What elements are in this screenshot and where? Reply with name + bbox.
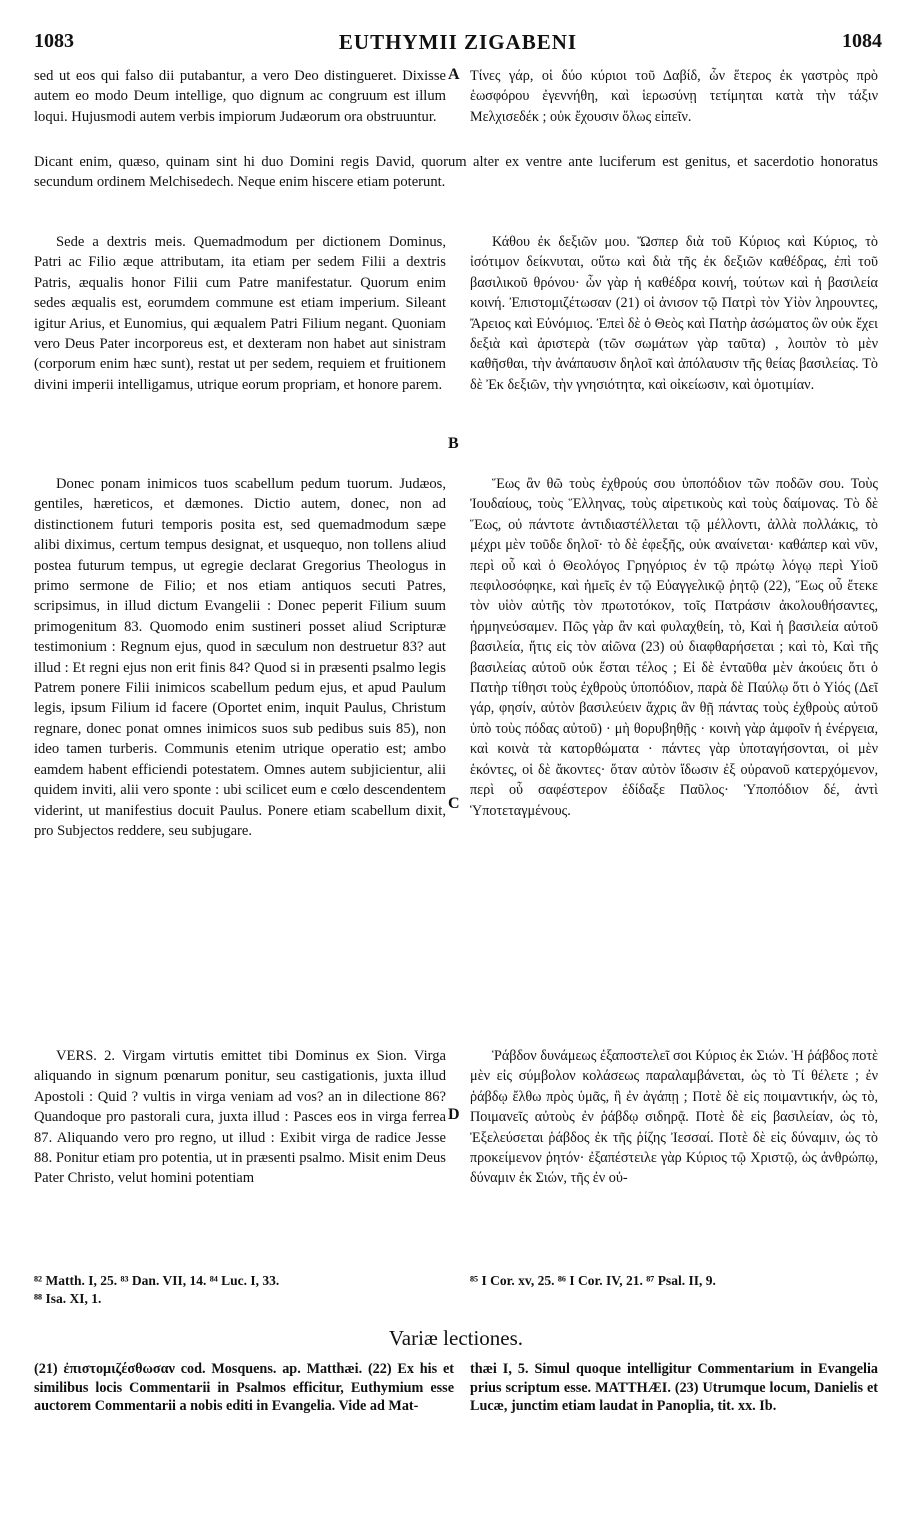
- latin-paragraph-2: [34, 232, 446, 395]
- page-number-right: 1084: [842, 30, 882, 52]
- fullwidth-paragraph: [34, 152, 878, 193]
- variae-lectiones-title: Variæ lectiones.: [388, 1326, 524, 1350]
- greek-paragraph-1: [470, 66, 878, 127]
- fullwidth-text: Dicant enim, quæso, quinam sint hi duo Domini regis David, quorum alter ex ventre ante luciferum est genitus, et sacerdotio honoratus secundum ordinem Melchisedech. Neque enim hiscere etiam poterunt.: [34, 154, 878, 191]
- greek-text: Τίνες γάρ, οἱ δύο κύριοι τοῦ Δαβίδ, ὧν ἕτερος ἐκ γαστρὸς πρὸ ἑωσφόρου ἐγεννήθη, καὶ ἱερωσύνῃ τετίμηται κατὰ τὴν τάξιν Μελχισεδέκ ; οὐκ ἔχουσιν ὅλως εἰπεῖν.: [470, 68, 878, 125]
- latin-paragraph-1: [34, 66, 446, 127]
- latin-text: Sede a dextris meis. Quemadmodum per dictionem Dominus, Patri ac Filio æque attributam, ita etiam per sedem Filii a dextris Patris, æqualis honor Filii cum Patre manifestatur. Quorum enim sedes æqualis est, eorumdem commune est etiam imperium. Sileant igitur Arius, et Eunomius, qui æqualem Patri Filium negant. Quoniam vero Deus Pater incorporeus est, et dexteram non habet aut sinistram (corporum enim hæc sunt), restat ut per sedem, requiem et fruitionem divini imperii intelligamus, utrique eorum propriam, et honore parem.: [34, 234, 446, 393]
- variae-left: [34, 1360, 454, 1416]
- variae-text: (21) ἐπιστομιζέσθωσαν cod. Mosquens. ap. Matthæi. (22) Ex his et similibus locis Commentarii in Psalmos efficitur, Euthymium esse auctorem Commentarii a nobis editi in Evangelia. Vide ad Mat-: [34, 1361, 454, 1415]
- margin-marker-d: D: [448, 1106, 460, 1123]
- latin-text: Donec ponam inimicos tuos scabellum pedum tuorum. Judæos, gentiles, hæreticos, et dæmones. Dictio autem, donec, non ad distinctionem futuri temporis posita est, sed quemadmodum sæpe alibi diximus, certum tempus designat, et usquequo, non tollens aliud postea futurum tempus, ut egregie declarat Gregorius Theologus in primo sermone de Filio; et nos etiam antiquos secuti Patres, scripsimus, in illud dictum Evangelii : Donec peperit Filium suum primogenitum 83. Quomodo enim sustineri posset aliud Scripturæ testimonium : Regnum ejus, quod in sæculum non destruetur 83? aut illud : Et regni ejus non erit finis 84? Quod si in præsenti psalmo legis Patrem ponere Filii inimicos scabellum pedum ejus, et apud Paulum legis, ipsum Filium id facere (Oportet enim, inquit Paulus, Christum regnare, donec ponat omnes inimicos suos sub pedibus suis 85), non ideo tamen turberis. Communis etenim utrique operatio est; ambo eamdem habent efficiendi potestatem. Omnes autem subjicientur, alii quidem inviti, alii vero sponte : ubi scilicet eum e cœlo descendentem viderint, ut manifestius docuit Paulus. Ponere etiam scabellum dixit, pro Subjectos reddere, seu subjugare.: [34, 476, 446, 839]
- latin-text: VERS. 2. Virgam virtutis emittet tibi Dominus ex Sion. Virga aliquando in signum pœnarum ponitur, seu castigationis, juxta illud Apostoli : Quid ? vultis in virga veniam ad vos? an in dilectione 86? Quandoque pro pastorali cura, juxta illud : Pasces eos in virga ferrea 87. Aliquando vero pro regno, ut illud : Exibit virga de radice Jesse 88. Ponitur etiam pro potentia, ut in præsenti psalmo. Misit enim Deus Pater Christo, velut homini potentiam: [34, 1048, 446, 1187]
- greek-text: Κάθου ἐκ δεξιῶν μου. Ὥσπερ διὰ τοῦ Κύριος καὶ Κύριος, τὸ ἰσότιμον δείκνυται, οὕτω καὶ διὰ τῆς ἐκ δεξιῶν καθέδρας, ἐπὶ τοῦ βασιλικοῦ θρόνου· ὧν γὰρ ἡ καθέδρα κοινή, τούτων καὶ ἡ βασιλεία κοινή. Ἐπιστομιζέτωσαν (21) οἱ ἀνισον τῷ Πατρὶ τὸν Υἱὸν ληρουντες, Ἄρειος καὶ Εὐνόμιος. Ἐπεὶ δὲ ὁ Θεὸς καὶ Πατὴρ ἀσώματος ὢν οὐκ ἔχει δεξιὰ καὶ ἀριστερὰ (τῶν σωμάτων γὰρ ταῦτα) , λοιπὸν τὸ μὲν καθῆσθαι, τὴν ἀνάπαυσιν δηλοῖ καὶ ἀπόλαυσιν τῆς θείας βασιλείας. Τὸ δὲ Ἐκ δεξιῶν, τὴν γνησιότητα, καὶ οἰκείωσιν, καὶ ὁμοτιμίαν.: [470, 234, 878, 393]
- variae-right: [470, 1360, 878, 1416]
- variae-text: thæi I, 5. Simul quoque intelligitur Commentarium in Evangelia prius scriptum esse. MATTHÆI. (23) Utrumque locum, Danielis et Lucæ, junctim etiam laudat in Panoplia, tit. xx. Ib.: [470, 1361, 878, 1415]
- greek-text: Ἕως ἂν θῶ τοὺς ἐχθρούς σου ὑποπόδιον τῶν ποδῶν σου. Τοὺς Ἰουδαίους, τοὺς Ἕλληνας, τοὺς αἱρετικοὺς καὶ τοὺς δαίμονας. Τὸ δὲ Ἕως, οὐ πάντοτε ἀντιδιαστέλλεται τῷ μέλλοντι, ἀλλὰ πολλάκις, τὸ μέχρι μὲν τοῦδε δηλοῖ· τὸ δὲ ἐφεξῆς, οὐκ αναίνεται· καθάπερ καὶ νῦν, περὶ οὗ καὶ ὁ Θεολόγος Γρηγόριος ἐν τῷ πρώτῳ λόγῳ περὶ Υἱοῦ πεφιλοσόφηκε, καὶ ἡμεῖς ἐν τῷ Εὐαγγελικῷ ῥητῷ (22), Ἕως οὗ ἔτεκε τὸν υἱὸν αὐτῆς τὸν πρωτοτόκον, τοῖς Πατράσιν ἀκολουθήσαντες, ἡρμηνεύσαμεν. Πῶς γὰρ ἂν καὶ φυλαχθείη, τὸ, Καὶ ἡ βασιλεία αὐτοῦ βασιλεία, ἥτις εἰς τὸν αἰῶνα (23) οὐ διαφθαρήσεται ; καὶ τὸ, Καὶ τῆς βασιλείας αὐτοῦ οὐκ ἔσται τέλος ; Εἰ δὲ ἐνταῦθα μὲν ἀκούεις ὅτι ὁ Πατὴρ τίθησι τοὺς ἐχθροὺς ὑποπόδιον, παρὰ δὲ Παύλῳ ὅτι ὁ Υἱός (Δεῖ γάρ, φησίν, αὐτὸν βασιλεύειν ἄχρις ἂν θῇ πάντας τοὺς ἐχθροὺς αὐτοῦ ὑπὸ τοὺς πόδας αὐτοῦ) · μὴ θορυβηθῇς · κοινὴ γὰρ ἀμφοῖν ἡ ἐνέργεια, καὶ κοινὰ τὰ κατορθώματα · πάντες γὰρ ὑποταγήσονται, οἱ μὲν ἑκόντες, οἱ δὲ ἄκοντες· ὅταν αὐτὸν ἴδωσιν ἐξ οὐρανοῦ κατερχόμενον, περὶ οὗ σαφέστερον ἐδίδαξε Παῦλος· Ὑποπόδιον δέ, ἀντὶ Ὑποτεταγμένους.: [470, 476, 878, 819]
- latin-paragraph-3: [34, 474, 446, 841]
- latin-paragraph-4: [34, 1046, 446, 1189]
- latin-text: sed ut eos qui falso dii putabantur, a vero Deo distingueret. Dixisse autem eo modo Deum intellige, quo dignum ac congruum est illum loqui. Hujusmodi autem verbis impiorum Judæorum ora obstruuntur.: [34, 68, 446, 125]
- margin-marker-a: A: [448, 66, 460, 83]
- footnote-line: ⁸⁵ I Cor. xv, 25. ⁸⁶ I Cor. IV, 21. ⁸⁷ Psal. II, 9.: [470, 1273, 716, 1288]
- footnote-line: ⁸⁸ Isa. XI, 1.: [34, 1291, 102, 1306]
- greek-paragraph-2: [470, 232, 878, 395]
- footnotes-right: [470, 1272, 878, 1290]
- margin-marker-b: B: [448, 435, 459, 452]
- greek-text: Ῥάβδον δυνάμεως ἐξαποστελεῖ σοι Κύριος ἐκ Σιών. Ἡ ῥάβδος ποτὲ μὲν εἰς σύμβολον κολάσεως παραλαμβάνεται, ὡς τὸ Τί θέλετε ; ἐν ῥάβδῳ ἔλθω πρὸς ὑμᾶς, ἢ ἐν ἀγάπῃ ; Ποτὲ δὲ εἰς ποιμαντικήν, ὡς τὸ, Ποιμανεῖς αὐτοὺς ἐν ῥάβδῳ σιδηρᾷ. Ποτὲ δὲ εἰς βασιλείαν, ὡς τὸ, Ἐξελεύσεται ῥάβδος ἐκ τῆς ῥίζης Ἰεσσαί. Ποτὲ δὲ εἰς δύναμιν, ὡς τὸ προκείμενον ῥητόν· ἐξαπέστειλε γὰρ Κύριος τῷ Χριστῷ, ὡς ἀνθρώπῳ, δύναμιν ἐκ Σιών, τῆς ἐν οὐ-: [470, 1048, 878, 1187]
- margin-marker-c: C: [448, 795, 460, 812]
- greek-paragraph-3: [470, 474, 878, 821]
- running-title: EUTHYMII ZIGABENI: [338, 30, 578, 54]
- footnotes-left: [34, 1272, 454, 1308]
- page-header: [34, 30, 882, 60]
- page-number-left: 1083: [34, 30, 74, 52]
- footnote-line: ⁸² Matth. I, 25. ⁸³ Dan. VII, 14. ⁸⁴ Luc. I, 33.: [34, 1273, 280, 1288]
- greek-paragraph-4: [470, 1046, 878, 1189]
